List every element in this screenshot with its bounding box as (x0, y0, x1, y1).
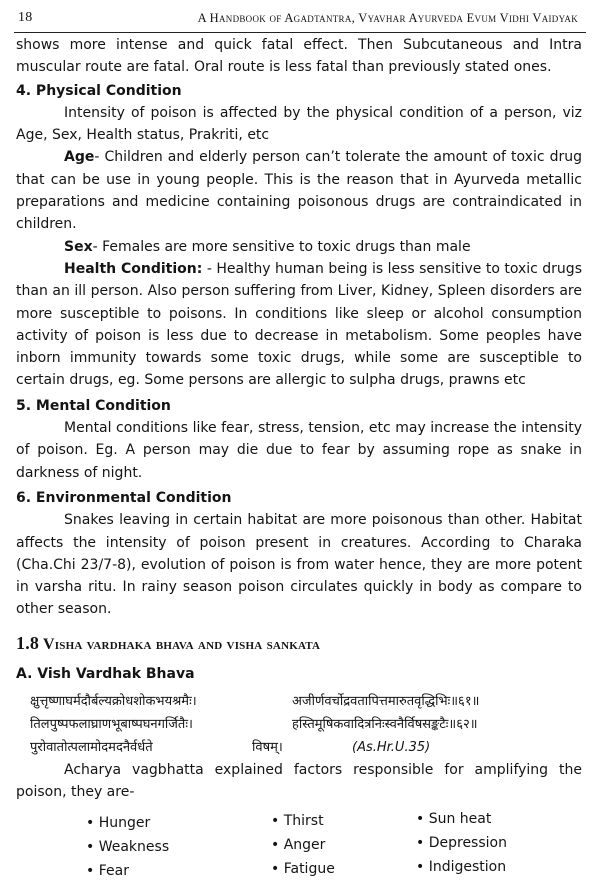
mental-condition-heading: 5. Mental Condition (16, 397, 171, 414)
verse-line-3a: पुरोवातोत्पलामोदमदनैर्वर्धते (30, 740, 153, 756)
health-text: - Healthy human being is less sensitive to toxic drugs than an ill person. Also person suffering from Liver, Kidney, Spleen disorders are more susceptible to poisons. In conditions like sleep or alcohol consumption activity of poison is less due to decrease in metabolism. Some peoples have inborn immunity towards some toxic drugs, while some are susceptible to certain drugs, eg. Some persons are allergic to sulpha drugs, prawns etc (16, 260, 582, 389)
section-number: 1.8 (16, 632, 40, 653)
bullet-icon: • (86, 862, 95, 879)
health-paragraph (16, 258, 582, 392)
environmental-condition-heading: 6. Environmental Condition (16, 489, 232, 506)
running-title: A Handbook of Agadtantra, Vyavhar Ayurveda Evum Vidhi Vaidyak (197, 11, 578, 25)
intro-paragraph: shows more intense and quick fatal effect. Then Subcutaneous and Intra muscular route are fatal. Oral route is less fatal than previously stated ones. (16, 37, 582, 76)
verse-line-1a: क्षुत्तृष्णाघर्मदौर्बल्यक्रोधशोकभयश्रमैः। (30, 694, 197, 710)
list-item: • Weakness (86, 838, 170, 855)
bullet-icon: • (271, 812, 280, 829)
mental-condition-text: Mental conditions like fear, stress, tension, etc may increase the intensity of poison. Eg. A person may die due to fear by assuming rope as snake in darkness of night. (16, 420, 582, 481)
bullet-icon: • (416, 834, 425, 851)
verse-line-1 (16, 690, 582, 713)
bullet-icon: • (271, 860, 280, 877)
sex-text: - Females are more sensitive to toxic drugs than male (92, 238, 471, 255)
verse-citation: (As.Hr.U.35) (352, 740, 431, 756)
age-label: Age (64, 149, 95, 166)
list-item: • Hunger (86, 814, 151, 831)
list-item: • Anger (271, 836, 326, 853)
sex-label: Sex (64, 238, 93, 255)
list-item: • Fatigue (271, 860, 335, 877)
page-number: 18 (18, 10, 33, 25)
verse-line-2b: हस्तिमूषिकवादित्रनिःस्वनैर्विषसङ्कटैः॥६२॥ (292, 717, 478, 733)
environmental-condition-text: Snakes leaving in certain habitat are more poisonous than other. Habitat affects the intensity of poison present in creatures. According to Charaka (Cha.Chi 23/7-8), evolution of poison is from water hence, they are more potent in varsha ritu. In rainy season poison circulates quickly in body as compare to other season. (16, 512, 582, 618)
bullet-icon: • (416, 810, 425, 827)
verse-line-1b: अजीर्णवर्चोद्रवतापित्तमारुतवृद्धिभिः॥६१॥ (292, 694, 480, 710)
running-header (14, 4, 586, 33)
verse-line-3b: विषम्। (252, 740, 283, 756)
verse-line-3 (16, 736, 582, 759)
health-label: Health Condition: (64, 260, 203, 277)
sanskrit-verse (16, 690, 582, 759)
verse-line-2a: तिलपुष्पफलाघ्राणभूबाष्पघनगर्जितैः। (30, 717, 193, 733)
bullet-icon: • (271, 836, 280, 853)
subsection-heading: A. Vish Vardhak Bhava (16, 665, 195, 682)
age-paragraph (16, 146, 582, 235)
age-text: - Children and elderly person can’t tolerate the amount of toxic drug that can be use in young people. This is the reason that in Ayurveda metallic preparations and medicine containing poisonous drugs are contraindicated in children. (16, 149, 582, 233)
list-item: • Sun heat (416, 810, 492, 827)
physical-condition-heading: 4. Physical Condition (16, 82, 182, 99)
physical-condition-intro: Intensity of poison is affected by the physical condition of a person, viz Age, Sex, Health status, Prakriti, etc (16, 104, 582, 144)
section-title: Visha vardhaka bhava and visha sankata (43, 635, 321, 653)
section-heading (16, 631, 582, 657)
factors-intro: Acharya vagbhatta explained factors responsible for amplifying the poison, they are- (16, 762, 582, 801)
sex-paragraph (16, 236, 582, 258)
verse-line-2 (16, 713, 582, 736)
list-item: • Indigestion (416, 858, 507, 875)
page-body (16, 34, 582, 882)
list-item: • Depression (416, 834, 507, 851)
list-item: • Thirst (271, 812, 324, 829)
bullet-icon: • (416, 858, 425, 875)
list-item: • Fear (86, 862, 129, 879)
factors-list (16, 810, 582, 882)
bullet-icon: • (86, 814, 95, 831)
bullet-icon: • (86, 838, 95, 855)
